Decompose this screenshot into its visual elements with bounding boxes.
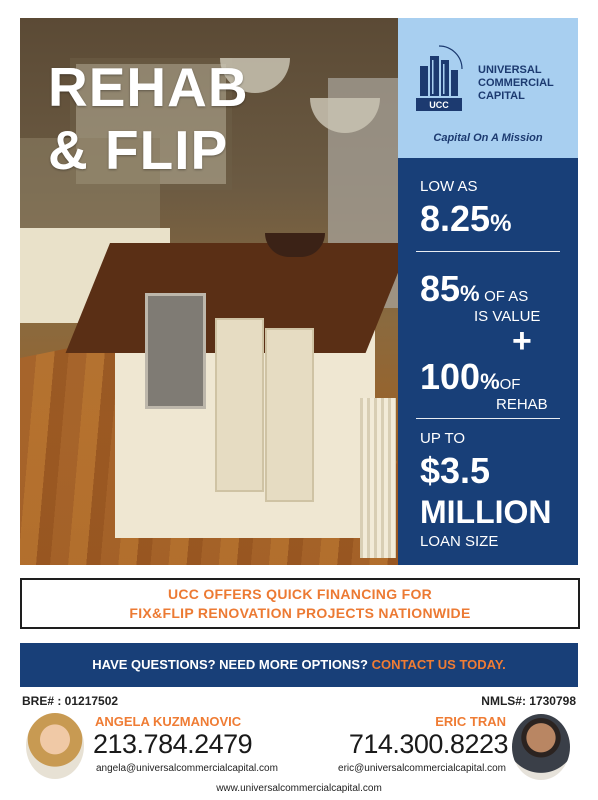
divider [416,418,560,419]
financing-banner [20,578,580,629]
cabinet-door [265,328,314,502]
ltv-unit: % [460,281,480,306]
contact-name: ANGELA KUZMANOVIC [95,714,242,729]
hero-title-line1: REHAB [48,56,249,118]
contact-phone[interactable]: 213.784.2479 [93,729,253,759]
brand-name [478,64,554,103]
bre-license: BRE# : 01217502 [22,694,119,708]
hero-title [48,56,278,182]
contact-phone[interactable]: 714.300.8223 [348,729,508,759]
ltv-text1: OF AS [484,288,529,305]
cta-text: HAVE QUESTIONS? NEED MORE OPTIONS? [92,657,368,672]
banner-line1: UCC OFFERS QUICK FINANCING FOR [167,586,433,602]
contact-email[interactable]: angela@universalcommercialcapital.com [96,763,278,774]
rehab-text2: REHAB [496,396,548,413]
brand-logo-panel [398,18,578,158]
agent-photo-eric [512,714,570,780]
rehab-unit: % [480,369,500,394]
contact-email[interactable]: eric@universalcommercialcapital.com [338,763,506,774]
loan-terms-panel [398,158,578,565]
building-towers-icon [414,44,464,116]
brand-tagline: Capital On A Mission [433,132,543,144]
rate-value: 8.25 [420,198,491,239]
brand-name-line1: UNIVERSAL [478,64,542,76]
divider [416,251,560,252]
rate-prefix: LOW AS [420,178,478,195]
rehab-value: 100 [420,356,481,397]
rehab-figure [420,356,520,398]
contact-cta-bar [20,643,578,687]
website-link[interactable]: www.universalcommercialcapital.com [216,783,382,794]
banner-line2: FIX&FLIP RENOVATION PROJECTS NATIONWIDE [129,605,471,621]
loan-suffix: LOAN SIZE [420,533,499,550]
brand-name-line3: CAPITAL [478,90,525,102]
cta-accent[interactable]: CONTACT US TODAY. [371,657,506,672]
cabinet-door [215,318,264,492]
rate-unit: % [490,210,512,237]
loan-unit: MILLION [420,494,552,530]
oven [145,293,206,409]
agent-photo-angela [26,713,84,779]
loan-value: $3.5 [420,450,491,491]
plus-sign: + [512,322,532,360]
rate-figure [420,198,511,240]
nmls-license: NMLS#: 1730798 [481,694,576,708]
logo-initials: UCC [429,100,449,110]
island-column [360,398,396,558]
loan-prefix: UP TO [420,430,466,447]
contact-name: ERIC TRAN [435,714,506,729]
ltv-text2: IS VALUE [474,308,541,325]
ltv-value: 85 [420,268,461,309]
hero-title-line2: & FLIP [48,119,229,181]
brand-name-line2: COMMERCIAL [478,77,554,89]
ltv-figure [420,268,528,310]
rehab-text1: OF [499,376,521,393]
